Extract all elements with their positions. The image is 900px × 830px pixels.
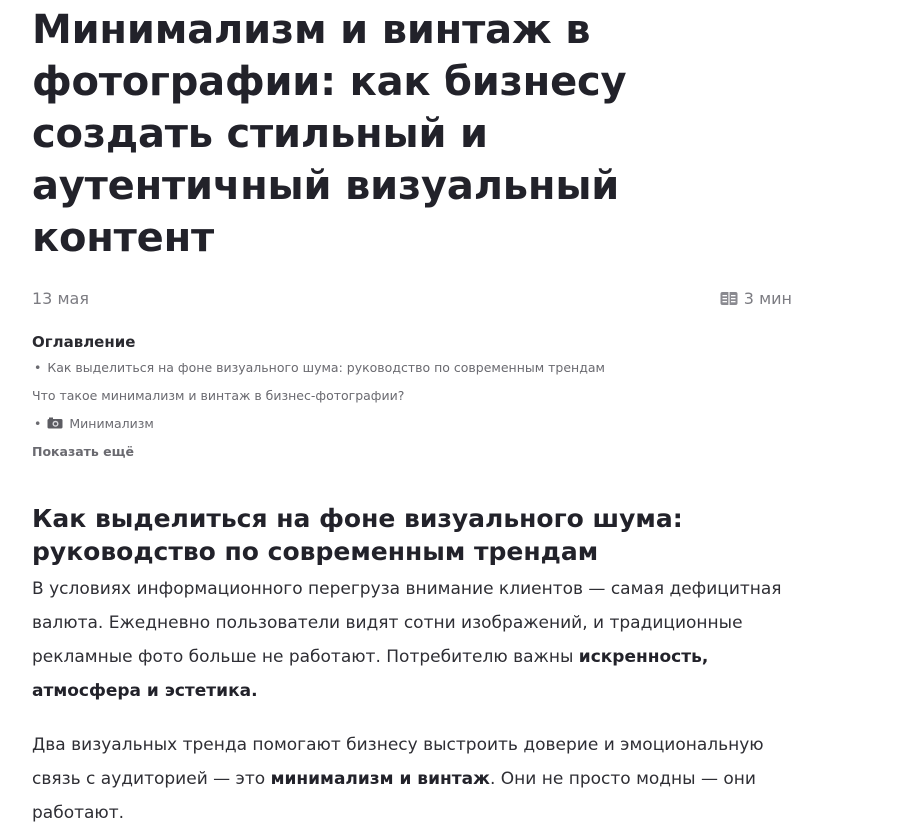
article-meta bbox=[32, 286, 792, 310]
paragraph-bold: искренность, атмосфера и эстетика. bbox=[32, 647, 709, 701]
section-heading: Как выделиться на фоне визуального шума: руководство по современным трендам bbox=[32, 504, 683, 566]
toc-title: Оглавление bbox=[32, 333, 136, 351]
table-of-contents bbox=[32, 330, 792, 464]
toc-item[interactable] bbox=[32, 354, 792, 382]
show-more-button[interactable]: Показать ещё bbox=[32, 444, 134, 459]
article-title: Минимализм и винтаж в фотографии: как бизнесу создать стильный и аутентичный визуальный контент bbox=[32, 7, 627, 261]
paragraph-bold: минимализм и винтаж bbox=[270, 769, 490, 789]
paragraph-text: Два визуальных тренда помогают бизнесу выстроить доверие и эмоциональную связь с аудиторией — это bbox=[32, 735, 764, 789]
camera-icon bbox=[47, 411, 63, 423]
toc-item[interactable] bbox=[32, 382, 792, 410]
toc-item-label: Минимализм bbox=[69, 416, 154, 431]
toc-item-label: Что такое минимализм и винтаж в бизнес-фотографии? bbox=[32, 388, 405, 403]
paragraph-text: В условиях информационного перегруза внимание клиентов — самая дефицитная валюта. Ежедневно пользователи видят сотни изображений, и традиционные рекламные фото больше не работают. Потребителю важны bbox=[32, 579, 782, 667]
paragraph bbox=[32, 728, 792, 830]
article bbox=[32, 0, 792, 830]
bullet: • bbox=[34, 360, 42, 375]
book-icon bbox=[720, 291, 738, 306]
paragraph bbox=[32, 572, 792, 708]
read-time-label: 3 мин bbox=[743, 288, 792, 308]
read-time bbox=[720, 289, 792, 308]
paragraph-text: . Они не просто модны — они работают. bbox=[32, 769, 756, 823]
publish-date: 13 мая bbox=[32, 288, 89, 308]
toc-item[interactable] bbox=[32, 410, 792, 438]
bullet: • bbox=[34, 416, 42, 431]
toc-item-label: Как выделиться на фоне визуального шума: руководство по современным трендам bbox=[47, 360, 605, 375]
